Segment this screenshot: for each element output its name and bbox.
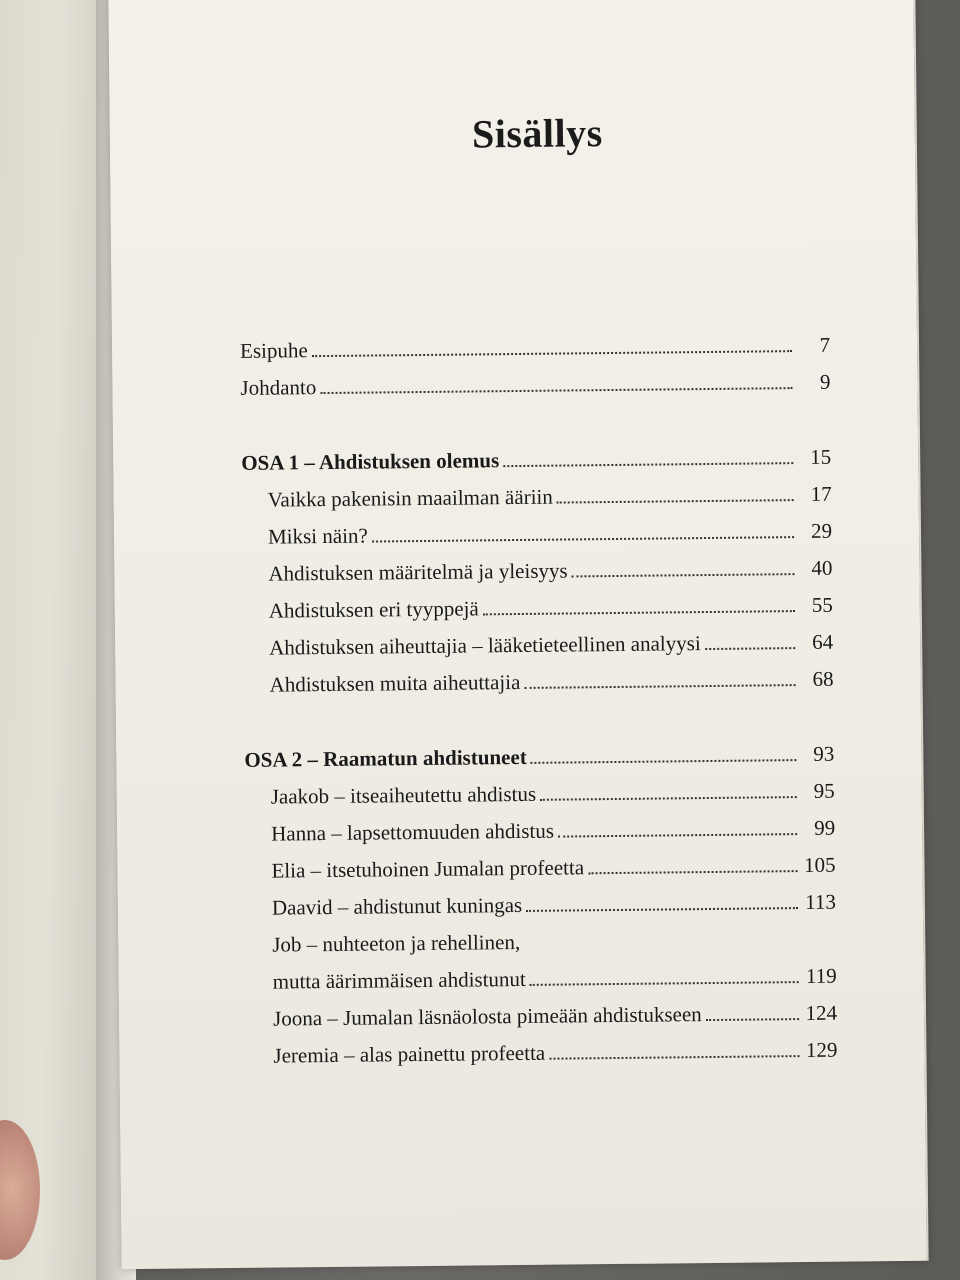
- toc-entry: [240, 333, 830, 376]
- leader-dots: [588, 856, 798, 874]
- toc-entry: [243, 667, 833, 710]
- toc-entry-label: Esipuhe: [239, 338, 308, 363]
- toc-entry: [242, 556, 832, 599]
- toc-entry: [247, 964, 837, 1007]
- toc-entry-label: Ahdistuksen muita aiheuttajia: [269, 669, 521, 697]
- section-gap: [244, 704, 834, 748]
- table-of-contents: [240, 333, 838, 1081]
- toc-entry: [242, 519, 832, 562]
- leader-dots: [312, 336, 792, 357]
- toc-entry-page: 95: [813, 778, 835, 803]
- leader-dots: [549, 1041, 799, 1060]
- toc-entry: [247, 1001, 837, 1044]
- toc-entry-label: Miksi näin?: [267, 523, 368, 549]
- leader-dots: [483, 596, 795, 615]
- toc-part-label: OSA 2 – Raamatun ahdistuneet: [244, 744, 527, 772]
- leader-dots: [526, 893, 798, 912]
- toc-entry-page: 124: [805, 1000, 838, 1026]
- toc-entry-page: 113: [805, 889, 837, 915]
- toc-entry: [243, 593, 833, 636]
- toc-entry-page: 55: [811, 592, 833, 617]
- toc-entry: [245, 853, 835, 896]
- toc-entry-label: Johdanto: [240, 375, 317, 400]
- toc-entry-label: Jaakob – itseaiheutettu ahdistus: [270, 781, 537, 809]
- bleed-through-text: [229, 51, 402, 317]
- leader-dots: [530, 967, 799, 986]
- toc-entry-page: 9: [819, 369, 831, 394]
- toc-entry-label: Vaikka pakenisin maailman ääriin: [267, 484, 553, 512]
- section-gap: [241, 407, 831, 451]
- leader-dots: [524, 670, 795, 689]
- toc-entry: [242, 482, 832, 525]
- toc-entry-page: 29: [810, 518, 833, 543]
- toc-entry-page: 99: [813, 815, 836, 840]
- toc-entry-label: Ahdistuksen määritelmä ja yleisyys: [268, 558, 568, 586]
- toc-entry-page: 7: [819, 332, 831, 357]
- toc-entry-label: Daavid – ahdistunut kuningas: [271, 892, 523, 920]
- toc-entry: [245, 779, 835, 822]
- leader-dots: [705, 633, 796, 650]
- toc-entry: [245, 816, 835, 859]
- toc-entry-page: 64: [812, 629, 834, 654]
- toc-entry-label-line1: Job – nuhteeton ja rehellinen,: [272, 930, 521, 957]
- leader-dots: [540, 782, 797, 801]
- toc-entry-page: 93: [813, 741, 835, 766]
- toc-entry-label: Ahdistuksen eri tyyppejä: [268, 596, 479, 623]
- leader-dots: [503, 448, 793, 467]
- toc-entry-page: 129: [805, 1037, 838, 1063]
- toc-part-heading: [241, 445, 831, 488]
- toc-entry-page: 68: [812, 666, 834, 691]
- toc-entry-label: Ahdistuksen aiheuttajia – lääketieteellinen analyysi: [269, 631, 701, 660]
- toc-entry-page: 105: [803, 852, 836, 878]
- toc-entry: [246, 890, 836, 933]
- toc-entry-label: Jeremia – alas painettu profeetta: [273, 1040, 546, 1068]
- leader-dots: [706, 1004, 800, 1021]
- leader-dots: [372, 522, 794, 542]
- toc-entry: [240, 370, 830, 413]
- book-page: [108, 0, 928, 1269]
- toc-entry-page: 119: [805, 963, 837, 989]
- toc-entry-label: Hanna – lapsettomuuden ahdistus: [271, 818, 555, 846]
- leader-dots: [557, 485, 794, 503]
- toc-entry: [243, 630, 833, 673]
- toc-entry-page: 40: [811, 555, 833, 580]
- toc-part-heading: [244, 742, 834, 785]
- leader-dots: [558, 819, 797, 838]
- toc-entry-label: Joona – Jumalan läsnäolosta pimeään ahdistukseen: [272, 1002, 702, 1031]
- leader-dots: [572, 559, 795, 577]
- toc-entry-label: mutta äärimmäisen ahdistunut: [272, 966, 526, 994]
- toc-entry: [247, 1038, 837, 1081]
- toc-part-label: OSA 1 – Ahdistuksen olemus: [241, 448, 500, 475]
- leader-dots: [531, 745, 797, 764]
- toc-entry-label: Elia – itsetuhoinen Jumalan profeetta: [271, 855, 585, 883]
- page-title: Sisällys: [471, 110, 603, 157]
- leader-dots: [320, 373, 792, 394]
- toc-entry-page: 17: [810, 481, 832, 506]
- toc-entry-page: 15: [810, 444, 832, 469]
